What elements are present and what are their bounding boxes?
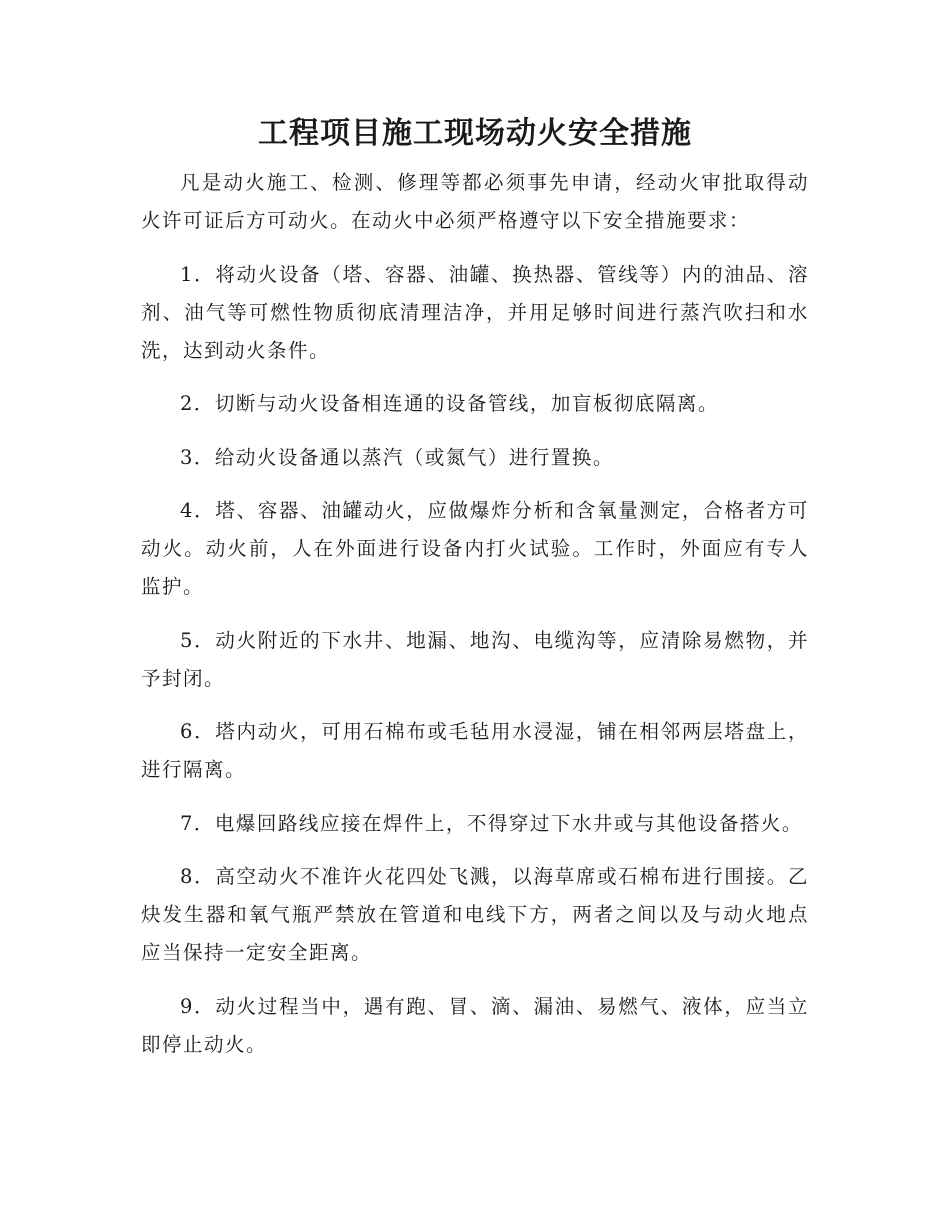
measure-item-8: 8．高空动火不准许火花四处飞溅，以海草席或石棉布进行围接。乙炔发生器和氧气瓶严禁放在管道和电线下方，两者之间以及与动火地点应当保持一定安全距离。 <box>141 865 809 964</box>
measure-item-7: 7．电爆回路线应接在焊件上，不得穿过下水井或与其他设备搭火。 <box>180 811 803 835</box>
document-body <box>141 164 809 1079</box>
measure-item-3: 3．给动火设备通以蒸汽（或氮气）进行置换。 <box>180 445 614 469</box>
measure-item-6: 6．塔内动火，可用石棉布或毛毡用水浸湿，铺在相邻两层塔盘上，进行隔离。 <box>141 720 809 781</box>
measure-item-1: 1．将动火设备（塔、容器、油罐、换热器、管线等）内的油品、溶剂、油气等可燃性物质彻底清理洁净，并用足够时间进行蒸汽吹扫和水洗，达到动火条件。 <box>141 262 809 362</box>
measure-item-5: 5．动火附近的下水井、地漏、地沟、电缆沟等，应清除易燃物，并予封闭。 <box>141 628 809 690</box>
intro-paragraph: 凡是动火施工、检测、修理等都必须事先申请，经动火审批取得动火许可证后方可动火。在动火中必须严格遵守以下安全措施要求： <box>141 171 809 232</box>
measure-item-4: 4．塔、容器、油罐动火，应做爆炸分析和含氧量测定，合格者方可动火。动火前，人在外面进行设备内打火试验。工作时，外面应有专人监护。 <box>141 499 809 598</box>
measure-item-9: 9．动火过程当中，遇有跑、冒、滴、漏油、易燃气、液体，应当立即停止动火。 <box>141 994 809 1056</box>
measure-item-2: 2．切断与动火设备相连通的设备管线，加盲板彻底隔离。 <box>180 392 719 415</box>
page-title: 工程项目施工现场动火安全措施 <box>258 116 692 151</box>
